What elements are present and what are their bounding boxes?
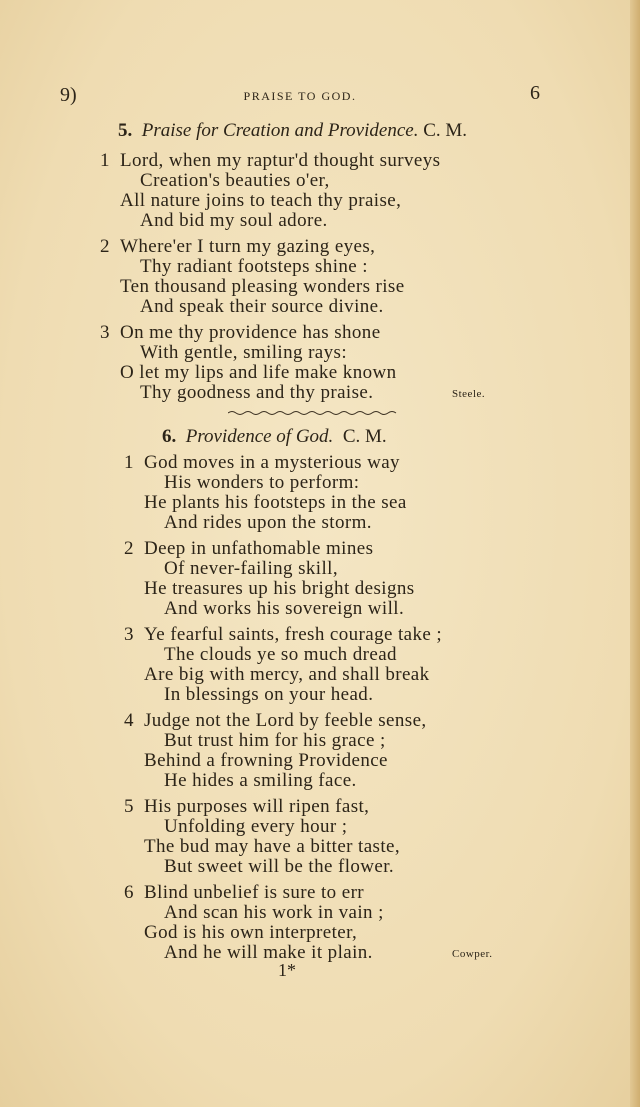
verse-number: 2 xyxy=(124,538,134,559)
verse-line: The clouds ye so much dread xyxy=(164,644,397,665)
verse-line: He treasures up his bright designs xyxy=(144,578,415,599)
verse-line: And speak their source divine. xyxy=(140,296,384,317)
verse-number: 1 xyxy=(124,452,134,473)
verse-line: His wonders to perform: xyxy=(164,472,360,493)
verse-line: Unfolding every hour ; xyxy=(164,816,348,837)
verse-number: 2 xyxy=(100,236,110,257)
verse-line: Behind a frowning Providence xyxy=(144,750,388,771)
verse-line: Blind unbelief is sure to err xyxy=(144,882,365,903)
hymn-5-author: Steele. xyxy=(452,388,486,400)
verse-line: Where'er I turn my gazing eyes, xyxy=(120,236,376,257)
verse-line: Thy radiant footsteps shine : xyxy=(140,256,368,277)
verse-number: 3 xyxy=(100,322,110,343)
verse-number: 3 xyxy=(124,624,134,645)
verse-line: And he will make it plain. xyxy=(164,942,373,963)
running-header xyxy=(0,84,640,108)
hymn-6-author: Cowper. xyxy=(452,948,493,960)
verse-line: Are big with mercy, and shall break xyxy=(144,664,430,685)
verse-line: Creation's beauties o'er, xyxy=(140,170,330,191)
verse-line: And bid my soul adore. xyxy=(140,210,328,231)
verse-line: And scan his work in vain ; xyxy=(164,902,384,923)
hymn-6-title: Providence of God. xyxy=(185,426,334,447)
hymn-5-number: 5. xyxy=(118,120,133,141)
verse-line: Of never-failing skill, xyxy=(164,558,338,579)
verse-number: 6 xyxy=(124,882,134,903)
verse-line: On me thy providence has shone xyxy=(120,322,381,343)
verse-line: In blessings on your head. xyxy=(164,684,374,705)
verse-line: But trust him for his grace ; xyxy=(164,730,386,751)
verse-number: 5 xyxy=(124,796,134,817)
page-number: 6 xyxy=(530,82,540,104)
verse-line: With gentle, smiling rays: xyxy=(140,342,347,363)
verse-line: Judge not the Lord by feeble sense, xyxy=(144,710,427,731)
verse-line: O let my lips and life make known xyxy=(120,362,397,383)
verse-line: Ten thousand pleasing wonders rise xyxy=(120,276,405,297)
header-left-mark: 9) xyxy=(60,84,77,106)
verse-line: Thy goodness and thy praise. xyxy=(140,382,374,403)
hymn-5-heading xyxy=(118,120,467,142)
hymn-6-meter: C. M. xyxy=(342,426,387,447)
verse-line: And works his sovereign will. xyxy=(164,598,405,619)
verse-line: Ye fearful saints, fresh courage take ; xyxy=(144,624,443,645)
verse-line: And rides upon the storm. xyxy=(164,512,372,533)
verse-line: But sweet will be the flower. xyxy=(164,856,395,877)
header-title: PRAISE TO GOD. xyxy=(243,89,357,103)
verse-line: God moves in a mysterious way xyxy=(144,452,400,473)
verse-line: God is his own interpreter, xyxy=(144,922,358,943)
verse-line: He hides a smiling face. xyxy=(164,770,357,791)
verse-line: Lord, when my raptur'd thought surveys xyxy=(120,150,441,171)
hymn-6-number: 6. xyxy=(162,426,177,447)
section-divider xyxy=(228,410,398,416)
hymn-5-title: Praise for Creation and Providence. xyxy=(141,120,419,141)
verse-number: 1 xyxy=(100,150,110,171)
signature-mark: 1* xyxy=(278,960,296,980)
verse-line: His purposes will ripen fast, xyxy=(144,796,370,817)
verse-line: The bud may have a bitter taste, xyxy=(144,836,401,857)
page-edge xyxy=(630,0,640,1107)
hymn-5-meter: C. M. xyxy=(423,120,468,141)
hymn-6-heading xyxy=(162,426,387,448)
verse-line: All nature joins to teach thy praise, xyxy=(120,190,402,211)
verse-line: Deep in unfathomable mines xyxy=(144,538,374,559)
verse-number: 4 xyxy=(124,710,134,731)
verse-line: He plants his footsteps in the sea xyxy=(144,492,407,513)
